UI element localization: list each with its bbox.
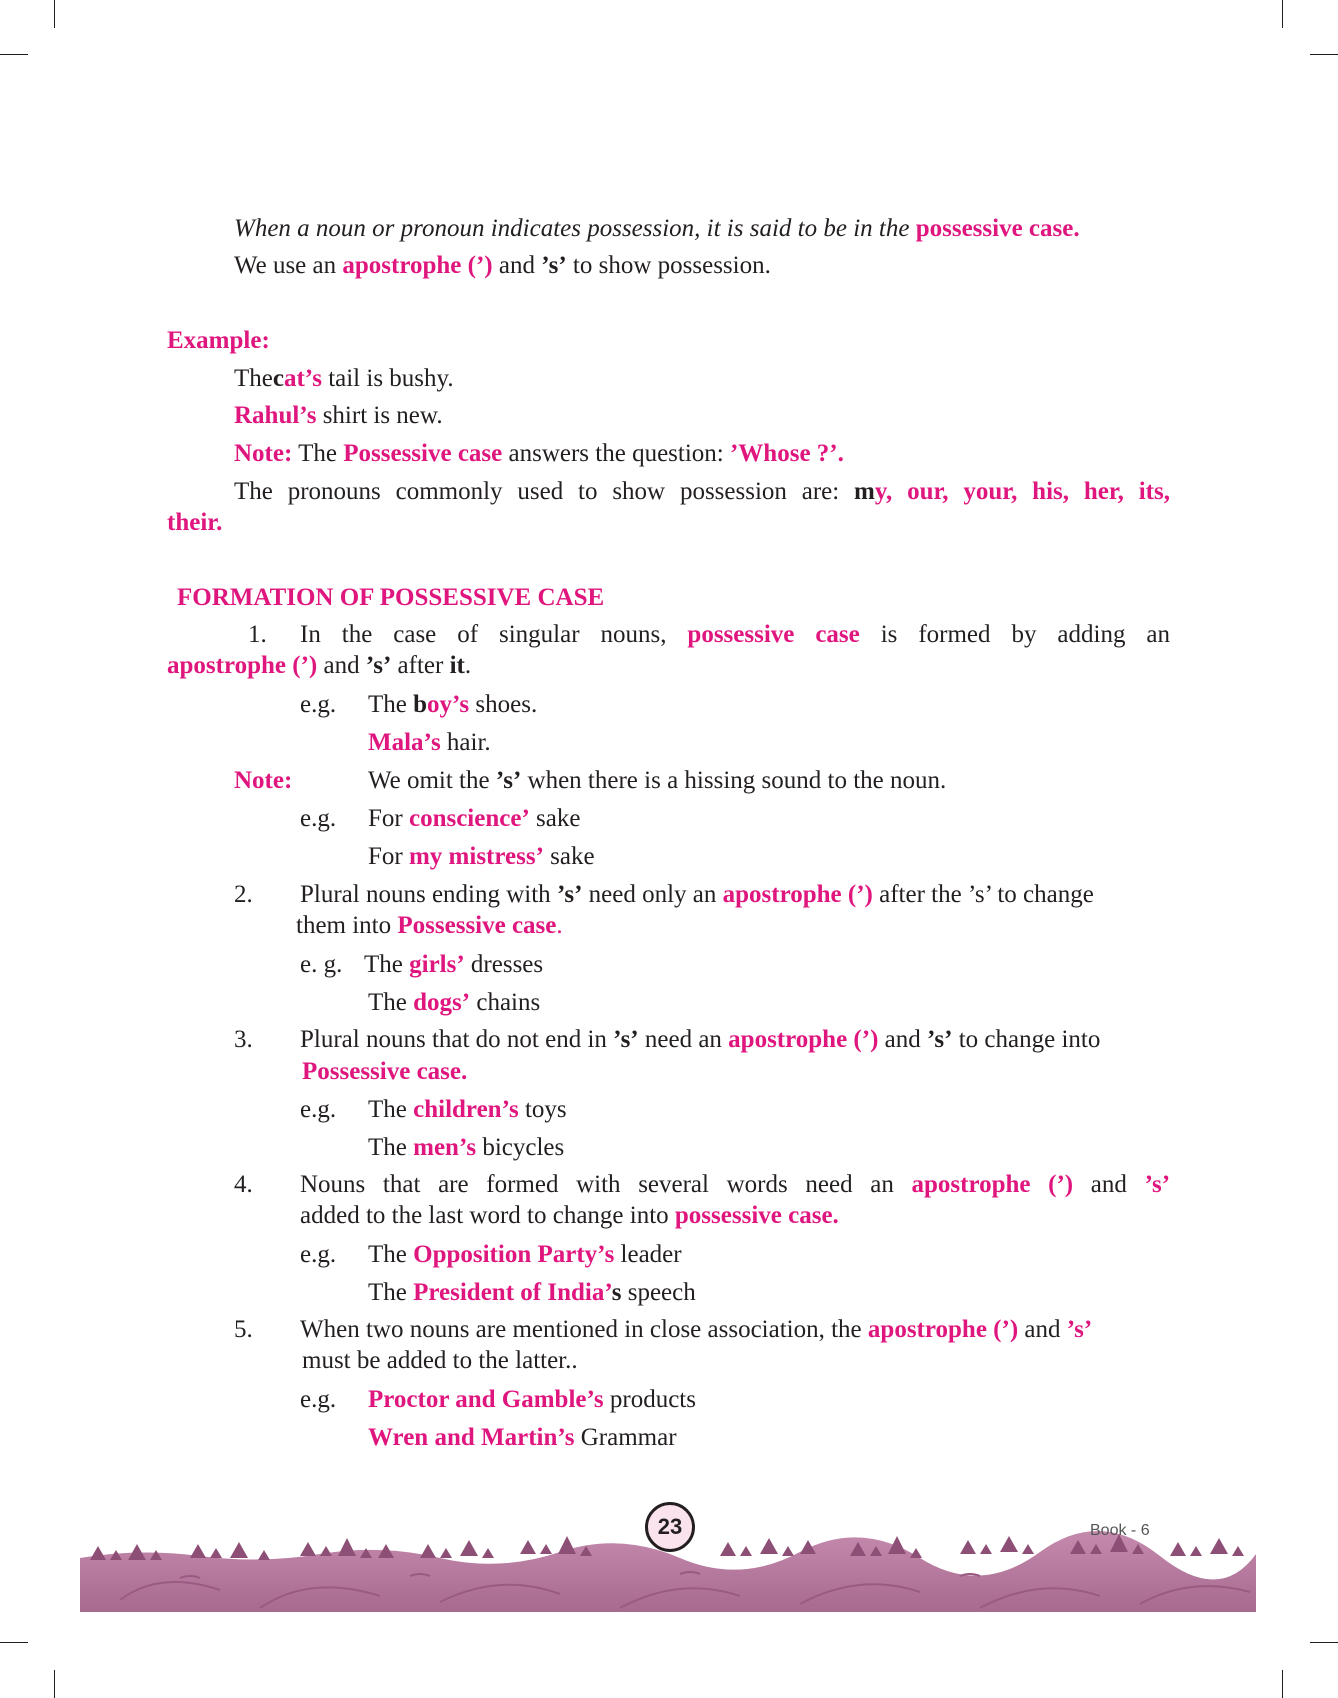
example-line: Rahul’s shirt is new. — [234, 402, 443, 429]
eg-label: e. g. — [300, 951, 343, 978]
rule-text-cont: Possessive case. — [302, 1058, 468, 1085]
definition-line: When a noun or pronoun indicates possession, it is said to be in the possessive case. — [234, 215, 1080, 242]
crop-mark — [0, 1642, 28, 1643]
rule-text-cont: must be added to the latter.. — [302, 1347, 578, 1374]
note-label: Note: — [234, 767, 293, 794]
example-line: The men’s bicycles — [368, 1134, 565, 1161]
crop-mark — [54, 0, 55, 28]
example-line: The children’s toys — [368, 1096, 567, 1123]
rule-text: Plural nouns ending with ’s’ need only an apostrophe (’) after the ’s’ to change — [300, 881, 1094, 908]
example-line: Thecat’s tail is bushy. — [234, 365, 454, 392]
book-label: Book - 6 — [1090, 1522, 1150, 1539]
example-line: Proctor and Gamble’s products — [368, 1386, 696, 1413]
crop-mark — [54, 1670, 55, 1698]
eg-label: e.g. — [300, 1096, 337, 1123]
example-line: The girls’ dresses — [364, 951, 544, 978]
crop-mark — [1310, 1642, 1338, 1643]
example-heading: Example: — [167, 327, 270, 354]
rule-number: 4. — [234, 1171, 253, 1198]
eg-label: e.g. — [300, 691, 337, 718]
usage-line: We use an apostrophe (’) and ’s’ to show possession. — [234, 252, 771, 279]
example-line: The dogs’ chains — [368, 989, 541, 1016]
example-line: For my mistress’ sake — [368, 843, 595, 870]
rule-text-cont: them into Possessive case. — [296, 912, 563, 939]
rule-number: 3. — [234, 1026, 253, 1053]
rule-text: Plural nouns that do not end in ’s’ need an apostrophe (’) and ’s’ to change into — [300, 1026, 1101, 1053]
note-line: Note: The Possessive case answers the question: ’Whose ?’. — [234, 440, 844, 467]
pronouns-line-cont: their. — [167, 509, 223, 536]
section-heading: FORMATION OF POSSESSIVE CASE — [177, 584, 605, 611]
example-line: Mala’s hair. — [368, 729, 491, 756]
rule-text-cont: added to the last word to change into possessive case. — [300, 1202, 839, 1229]
rule-text: In the case of singular nouns, possessive case is formed by adding an — [300, 621, 1170, 648]
example-line: Wren and Martin’s Grammar — [368, 1424, 677, 1451]
rule-text-cont: apostrophe (’) and ’s’ after it. — [167, 652, 472, 679]
rule-number: 2. — [234, 881, 253, 908]
possessive-case-term: possessive case. — [915, 215, 1080, 242]
eg-label: e.g. — [300, 1241, 337, 1268]
page-number-badge: 23 — [645, 1502, 695, 1552]
rule-text: Nouns that are formed with several words need an apostrophe (’) and ’s’ — [300, 1171, 1171, 1198]
eg-label: e.g. — [300, 805, 337, 832]
example-line: For conscience’ sake — [368, 805, 581, 832]
rule-text: When two nouns are mentioned in close association, the apostrophe (’) and ’s’ — [300, 1316, 1093, 1343]
example-line: The boy’s shoes. — [368, 691, 538, 718]
rule-number: 1. — [248, 621, 267, 648]
eg-label: e.g. — [300, 1386, 337, 1413]
example-line: The Opposition Party’s leader — [368, 1241, 682, 1268]
note-text: We omit the ’s’ when there is a hissing sound to the noun. — [368, 767, 947, 794]
example-line: The President of India’s speech — [368, 1279, 696, 1306]
pronouns-line: The pronouns commonly used to show possession are: my, our, your, his, her, its, — [234, 478, 1170, 505]
crop-mark — [0, 54, 28, 55]
crop-mark — [1310, 54, 1338, 55]
rule-number: 5. — [234, 1316, 253, 1343]
crop-mark — [1282, 1670, 1283, 1698]
crop-mark — [1282, 0, 1283, 28]
